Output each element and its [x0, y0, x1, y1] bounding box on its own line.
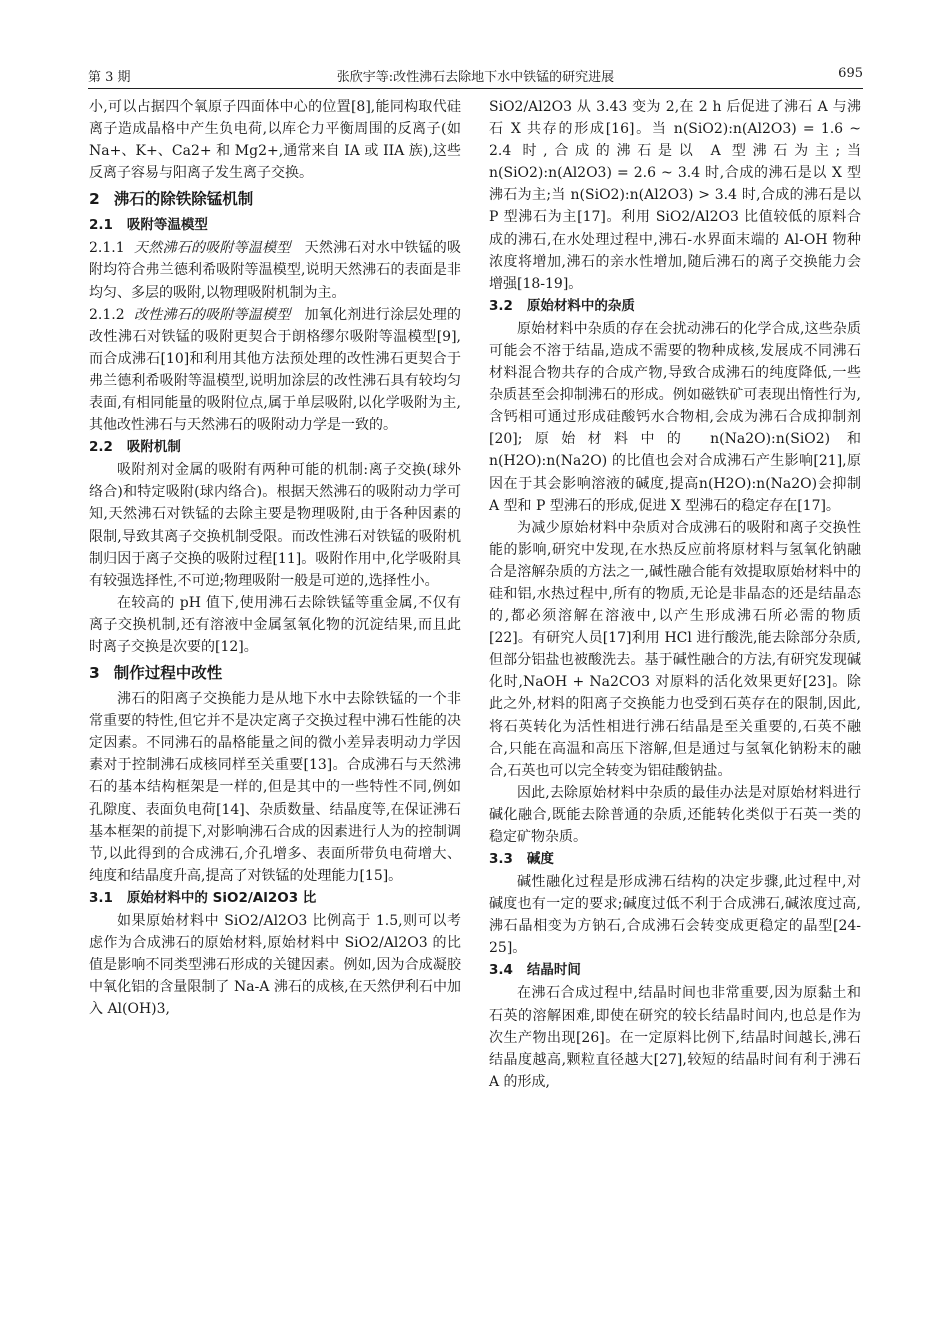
header-rule: [88, 88, 863, 89]
paragraph: 吸附剂对金属的吸附有两种可能的机制:离子交换(球外络合)和特定吸附(球内络合)。根据天然沸石的吸附动力学可知,天然沸石对铁锰的去除主要是物理吸附,由于各种因素的限制,导致其离子交换机制受限。而改性沸石对铁锰的吸附机制归因于离子交换的吸附过程[11]。吸附作用中,化学吸附具有较强选择性,不可逆;物理吸附一般是可逆的,选择性小。: [89, 462, 461, 589]
section-title: 制作过程中改性: [113, 664, 223, 683]
running-header: [88, 62, 863, 86]
section-2-heading: [89, 187, 461, 212]
running-title: 张欣宇等:改性沸石去除地下水中铁锰的研究进展: [336, 70, 615, 85]
section-2-1-heading: [89, 214, 461, 237]
section-number: 2.1.1: [89, 240, 125, 257]
section-title: 沸石的除铁除锰机制: [113, 190, 254, 209]
section-number: 3: [89, 664, 100, 683]
paragraph: 碱性融化过程是形成沸石结构的决定步骤,此过程中,对碱度也有一定的要求;碱度过低不利于合成沸石,碱浓度过高,沸石晶相变为方钠石,合成沸石会转变成更稳定的晶型[24-25]。: [489, 874, 861, 957]
section-3-heading: [89, 661, 461, 686]
section-title: 原始材料中的杂质: [526, 297, 635, 314]
intro-paragraph: 小,可以占据四个氧原子四面体中心的位置[8],能同构取代硅离子造成晶格中产生负电荷,以库仑力平衡周围的反离子(如 Na+、K+、Ca2+ 和 Mg2+,通常来自 IA 或 IIA 族),这些反离子容易与阳离子发生离子交换。: [89, 99, 461, 182]
section-3-1-heading: [89, 887, 461, 910]
section-number: 3.3: [489, 851, 513, 868]
section-number: 2.1: [89, 217, 113, 234]
section-title: 原始材料中的 SiO2/Al2O3 比: [126, 889, 317, 906]
subsection-title: 改性沸石的吸附等温模型: [134, 306, 291, 323]
section-title: 吸附机制: [126, 439, 181, 456]
paragraph: 因此,去除原始材料中杂质的最佳办法是对原始材料进行碱化融合,既能去除普通的杂质,还能转化类似于石英一类的稳定矿物杂质。: [489, 784, 861, 845]
paragraph: 如果原始材料中 SiO2/Al2O3 比例高于 1.5,则可以考虑作为合成沸石的原始材料,原始材料中 SiO2/Al2O3 的比值是影响不同类型沸石形成的关键因素。例如,因为合成凝胶中氧化铝的含量限制了 Na-A 沸石的成核,在天然伊利石中加入 Al(OH)3,: [89, 912, 461, 1018]
section-number: 2: [89, 190, 100, 209]
section-title: 吸附等温模型: [126, 217, 208, 234]
section-number: 3.4: [489, 962, 513, 979]
section-number: 2.1.2: [89, 306, 125, 323]
section-number: 3.2: [489, 297, 513, 314]
section-2-1-1-paragraph: [89, 237, 461, 303]
subsection-title: 天然沸石的吸附等温模型: [134, 240, 291, 257]
continued-paragraph: SiO2/Al2O3 从 3.43 变为 2,在 2 h 后促进了沸石 A 与沸石 X 共存的形成[16]。当 n(SiO2):n(Al2O3) = 1.6 ~ 2.4 时,合成的沸石是以 A 型沸石为主;当 n(SiO2):n(Al2O3) = 2.6 ~ 3.4 时,合成的沸石是以 X 型沸石为主;当 n(SiO2):n(Al2O3) > 3.4 时,合成的沸石是以 P 型沸石为主[17]。利用 SiO2/Al2O3 比值较低的原料合成的沸石,在水处理过程中,沸石-水界面末端的 Al-OH 物种浓度将增加,沸石的亲水性增加,随后沸石的离子交换能力会增强[18-19]。: [489, 99, 861, 292]
left-column: [89, 96, 461, 1020]
section-number: 2.2: [89, 439, 113, 456]
section-2-1-2-paragraph: [89, 304, 461, 437]
paragraph: 在沸石合成过程中,结晶时间也非常重要,因为原黏土和石英的溶解困难,即使在研究的较长结晶时间内,也总是作为次生产物出现[26]。在一定原料比例下,结晶时间越长,沸石结晶度越高,颗粒直径越大[27],较短的结晶时间有利于沸石 A 的形成,: [489, 985, 861, 1090]
paragraph: 为减少原始材料中杂质对合成沸石的吸附和离子交换性能的影响,研究中发现,在水热反应前将原材料与氢氧化钠融合是溶解杂质的方法之一,碱性融合能有效提取原始材料中的硅和铝,水热过程中,所有的物质,无论是非晶态的还是结晶态的,都必须溶解在溶液中,以产生形成沸石所必需的物质[22]。有研究人员[17]利用 HCl 进行酸洗,能去除部分杂质,但部分铝盐也被酸洗去。基于碱性融合的方法,有研究发现碱化时,NaOH + Na2CO3 对原料的活化效果更好[23]。除此之外,材料的阳离子交换能力也受到石英存在的限制,因此,将石英转化为活性相进行沸石结晶是至关重要的,石英不融合,只能在高温和高压下溶解,但是通过与氢氧化钠粉末的融合,石英也可以完全转变为铝硅酸钠盐。: [489, 519, 861, 779]
paragraph: 沸石的阳离子交换能力是从地下水中去除铁锰的一个非常重要的特性,但它并不是决定离子交换过程中沸石性能的决定因素。不同沸石的晶格能量之间的微小差异表明动力学因素对于控制沸石成核同样至关重要[13]。合成沸石与天然沸石的基本结构框架是一样的,但是其中的一些特性不同,例如孔隙度、表面负电荷[14]、杂质数量、结晶度等,在保证沸石基本框架的前提下,对影响沸石合成的因素进行人为的控制调节,以此得到的合成沸石,介孔增多、表面所带负电荷增大、纯度和结晶度升高,提高了对铁锰的处理能力[15]。: [89, 691, 461, 884]
section-3-4-heading: [489, 959, 861, 982]
paragraph: 在较高的 pH 值下,使用沸石去除铁锰等重金属,不仅有离子交换机制,还有溶液中金属氢氧化物的沉淀结果,而且此时离子交换是次要的[12]。: [89, 594, 461, 655]
right-column: [489, 96, 861, 1093]
issue-label: 第 3 期: [88, 70, 131, 85]
section-title: 结晶时间: [526, 962, 581, 979]
section-2-2-heading: [89, 436, 461, 459]
paragraph-text: 天然沸石对水中铁锰的吸附均符合弗兰德利希吸附等温模型,说明天然沸石的表面是非均匀、多层的吸附,以物理吸附机制为主。: [89, 240, 462, 301]
section-3-2-heading: [489, 295, 861, 318]
section-3-3-heading: [489, 848, 861, 871]
section-number: 3.1: [89, 889, 113, 906]
paragraph: 原始材料中杂质的存在会扰动沸石的化学合成,这些杂质可能会不溶于结晶,造成不需要的物种成核,发展成不同沸石材料混合物共存的合成产物,导致合成沸石的纯度降低,一些杂质甚至会抑制沸石的形成。例如磁铁矿可表现出惰性行为,含钙相可通过形成硅酸钙水合物相,会成为沸石合成抑制剂[20];原始材料中的 n(Na2O):n(SiO2) 和 n(H2O):n(Na2O) 的比值也会对合成沸石产生影响[21],原因在于其会影响溶液的碱度,提高n(H2O):n(Na2O)会抑制 A 型和 P 型沸石的形成,促进 X 型沸石的稳定存在[17]。: [489, 320, 861, 514]
paragraph-text: 加氧化剂进行涂层处理的改性沸石对铁锰的吸附更契合于朗格缪尔吸附等温模型[9],而合成沸石[10]和利用其他方法预处理的改性沸石更契合于弗兰德利希吸附等温模型,说明加涂层的改性沸石具有较均匀表面,有相同能量的吸附位点,属于单层吸附,以化学吸附为主,其他改性沸石与天然沸石的吸附动力学是一致的。: [89, 306, 462, 434]
section-title: 碱度: [526, 851, 554, 868]
page-number: 695: [838, 66, 863, 81]
